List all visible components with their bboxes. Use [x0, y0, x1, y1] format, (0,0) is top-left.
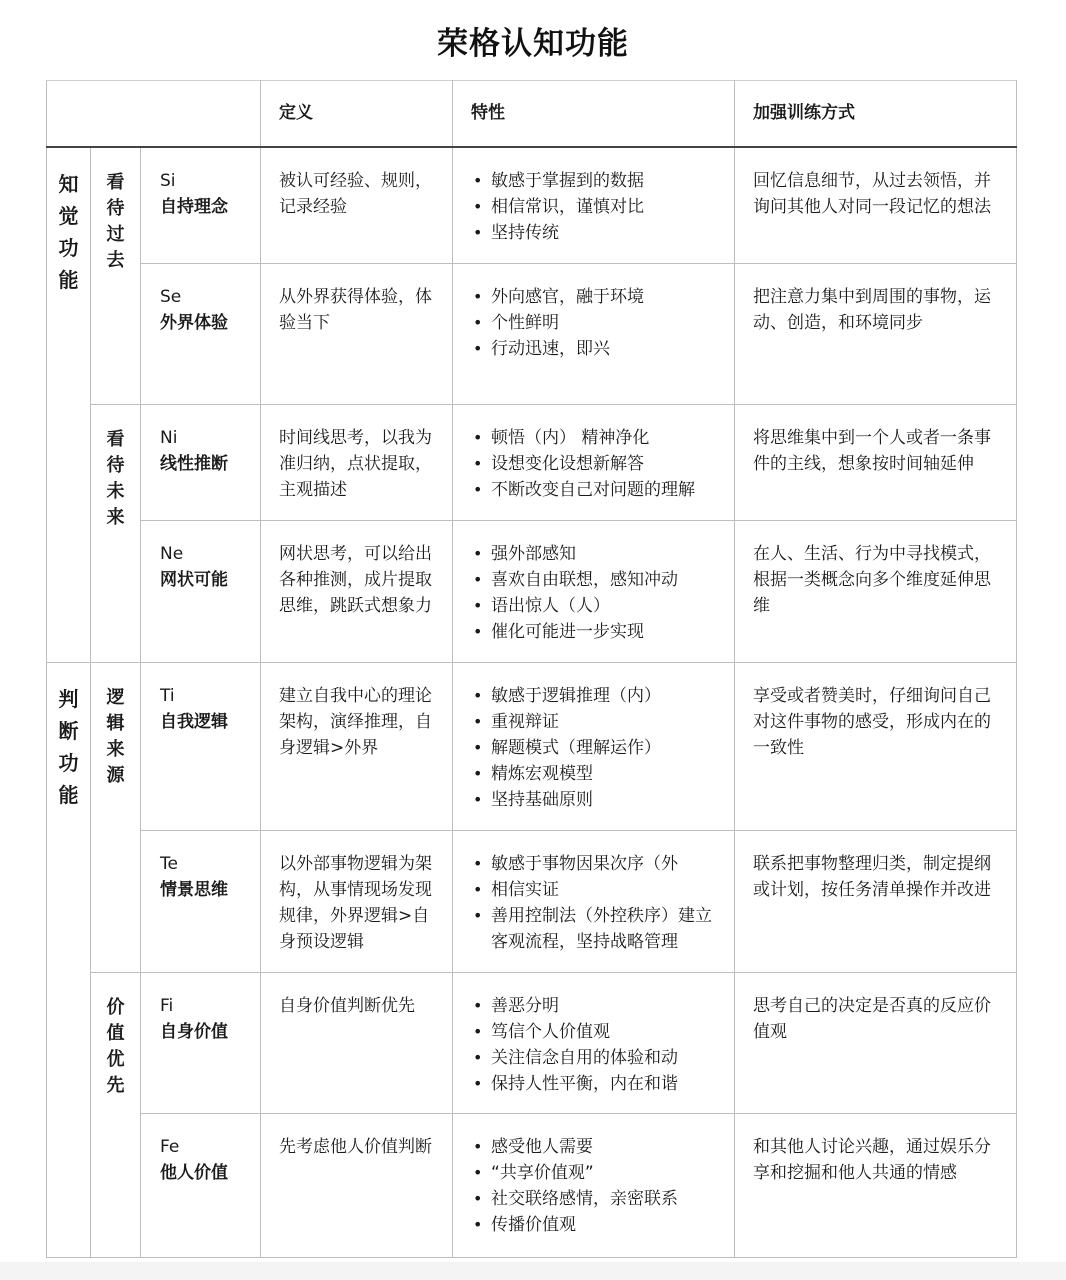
traits-cell	[453, 147, 735, 264]
definition-cell: 以外部事物逻辑为架构，从事情现场发现规律，外界逻辑>自身预设逻辑	[261, 831, 453, 973]
trait-item: • 相信实证	[471, 877, 722, 903]
function-si	[141, 147, 261, 264]
traits-cell	[453, 405, 735, 521]
trait-item: • 保持人性平衡，内在和谐	[471, 1071, 722, 1097]
function-code: Ne	[160, 544, 184, 564]
function-fi	[141, 973, 261, 1114]
function-code: Fe	[160, 1137, 180, 1157]
function-code: Se	[160, 287, 182, 307]
function-row-te	[47, 831, 1017, 973]
function-name: 情景思维	[160, 880, 228, 900]
traits-cell	[453, 1114, 735, 1258]
function-row-fi	[47, 973, 1017, 1114]
subgroup-logic-source: 逻辑来源	[91, 663, 141, 973]
trait-item: • 坚持基础原则	[471, 787, 722, 813]
traits-cell	[453, 663, 735, 831]
function-row-ne	[47, 521, 1017, 663]
function-name: 外界体验	[160, 313, 228, 333]
trait-item: • 语出惊人（人）	[471, 593, 722, 619]
header-training: 加强训练方式	[735, 81, 1017, 147]
definition-cell: 建立自我中心的理论架构，演绎推理，自身逻辑>外界	[261, 663, 453, 831]
trait-item: • 设想变化设想新解答	[471, 451, 722, 477]
function-row-fe	[47, 1114, 1017, 1258]
training-cell: 和其他人讨论兴趣，通过娱乐分享和挖掘和他人共通的情感	[735, 1114, 1017, 1258]
definition-cell: 时间线思考，以我为准归纳，点状提取，主观描述	[261, 405, 453, 521]
definition-cell: 被认可经验、规则，记录经验	[261, 147, 453, 264]
function-row-ni	[47, 405, 1017, 521]
traits-cell	[453, 973, 735, 1114]
training-cell: 把注意力集中到周围的事物，运动、创造，和环境同步	[735, 264, 1017, 405]
function-code: Ti	[160, 686, 175, 706]
trait-item: • 感受他人需要	[471, 1134, 722, 1160]
function-row-si	[47, 147, 1017, 264]
trait-item: • “共享价值观”	[471, 1160, 722, 1186]
trait-item: • 坚持传统	[471, 220, 722, 246]
page-title: 荣格认知功能	[437, 26, 629, 62]
trait-item: • 善恶分明	[471, 993, 722, 1019]
trait-item: • 善用控制法（外控秩序）建立客观流程，坚持战略管理	[471, 903, 722, 955]
function-ni	[141, 405, 261, 521]
trait-item: • 相信常识，谨慎对比	[471, 194, 722, 220]
trait-item: • 精炼宏观模型	[471, 761, 722, 787]
training-cell: 享受或者赞美时，仔细询问自己对这件事物的感受，形成内在的一致性	[735, 663, 1017, 831]
trait-item: • 强外部感知	[471, 541, 722, 567]
trait-item: • 重视辩证	[471, 709, 722, 735]
header-definition: 定义	[261, 81, 453, 147]
function-code: Si	[160, 170, 176, 191]
trait-item: • 解题模式（理解运作）	[471, 735, 722, 761]
header-traits: 特性	[453, 81, 735, 147]
definition-cell: 自身价值判断优先	[261, 973, 453, 1114]
function-name: 自持理念	[160, 196, 228, 217]
traits-cell	[453, 264, 735, 405]
trait-item: • 敏感于事物因果次序（外	[471, 851, 722, 877]
function-name: 他人价值	[160, 1163, 228, 1183]
cognitive-functions-table	[46, 80, 1017, 1258]
trait-item: • 催化可能进一步实现	[471, 619, 722, 645]
bottom-shade	[0, 1262, 1066, 1280]
trait-item: • 外向感官，融于环境	[471, 284, 722, 310]
training-cell: 将思维集中到一个人或者一条事件的主线，想象按时间轴延伸	[735, 405, 1017, 521]
subgroup-value-priority: 价值优先	[91, 973, 141, 1258]
function-se	[141, 264, 261, 405]
header-row	[47, 81, 1017, 147]
trait-item: • 喜欢自由联想，感知冲动	[471, 567, 722, 593]
function-name: 自身价值	[160, 1022, 228, 1042]
function-row-se	[47, 264, 1017, 405]
trait-item: • 顿悟（内） 精神净化	[471, 425, 722, 451]
trait-item: • 笃信个人价值观	[471, 1019, 722, 1045]
training-cell: 联系把事物整理归类，制定提纲或计划，按任务清单操作并改进	[735, 831, 1017, 973]
category-judging: 判断功能	[47, 663, 91, 1258]
traits-cell	[453, 521, 735, 663]
function-code: Te	[160, 854, 178, 874]
training-cell: 回忆信息细节，从过去领悟，并询问其他人对同一段记忆的想法	[735, 147, 1017, 264]
definition-cell: 先考虑他人价值判断	[261, 1114, 453, 1258]
trait-item: • 敏感于掌握到的数据	[471, 168, 722, 194]
trait-item: • 个性鲜明	[471, 310, 722, 336]
traits-cell	[453, 831, 735, 973]
definition-cell: 网状思考，可以给出各种推测，成片提取思维，跳跃式想象力	[261, 521, 453, 663]
trait-item: • 关注信念自用的体验和动	[471, 1045, 722, 1071]
function-name: 自我逻辑	[160, 712, 228, 732]
header-corner-cell	[47, 81, 261, 147]
training-cell: 在人、生活、行为中寻找模式，根据一类概念向多个维度延伸思维	[735, 521, 1017, 663]
function-code: Ni	[160, 428, 178, 448]
trait-item: • 传播价值观	[471, 1212, 722, 1238]
definition-cell: 从外界获得体验，体验当下	[261, 264, 453, 405]
training-cell: 思考自己的决定是否真的反应价值观	[735, 973, 1017, 1114]
trait-item: • 不断改变自己对问题的理解	[471, 477, 722, 503]
function-fe	[141, 1114, 261, 1258]
subgroup-future: 看待未来	[91, 405, 141, 663]
function-te	[141, 831, 261, 973]
trait-item: • 行动迅速，即兴	[471, 336, 722, 362]
function-name: 网状可能	[160, 570, 228, 590]
function-ti	[141, 663, 261, 831]
function-code: Fi	[160, 996, 174, 1016]
category-perceiving: 知觉功能	[47, 147, 91, 663]
function-row-ti	[47, 663, 1017, 831]
function-ne	[141, 521, 261, 663]
function-name: 线性推断	[160, 454, 228, 474]
subgroup-past: 看待过去	[91, 147, 141, 405]
trait-item: • 敏感于逻辑推理（内）	[471, 683, 722, 709]
trait-item: • 社交联络感情，亲密联系	[471, 1186, 722, 1212]
